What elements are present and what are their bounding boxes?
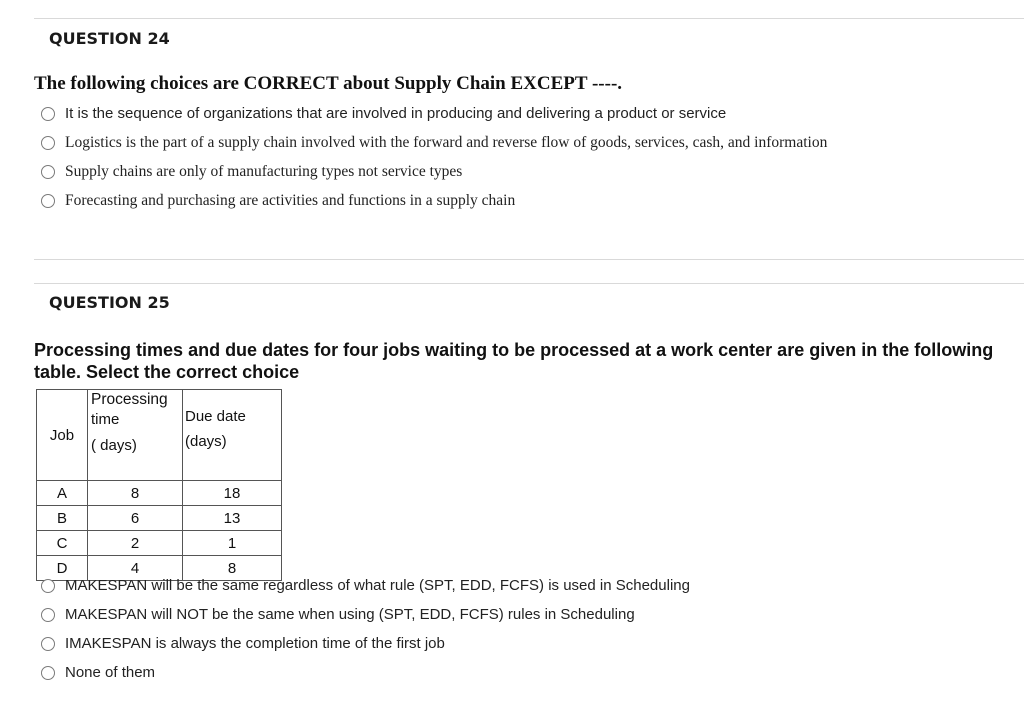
question-divider	[34, 259, 1024, 260]
radio-button[interactable]	[41, 579, 55, 593]
header-pt-line: ( days)	[91, 437, 137, 454]
q24-choice-3[interactable]	[41, 163, 462, 181]
question-25-text: Processing times and due dates for four jobs waiting to be processed at a work center are given in the following table. Select the correct choice	[34, 340, 994, 382]
choice-label: None of them	[65, 664, 156, 681]
radio-button[interactable]	[41, 136, 55, 150]
q24-choice-4[interactable]	[41, 192, 515, 210]
choice-label: It is the sequence of organizations that are involved in producing and delivering a product or service	[65, 105, 727, 122]
q24-choice-2[interactable]	[41, 134, 827, 152]
cell-job: A	[37, 481, 88, 506]
cell-job: D	[37, 556, 88, 581]
cell-due-date: 1	[183, 531, 282, 556]
cell-due-date: 18	[183, 481, 282, 506]
choice-label: IMAKESPAN is always the completion time of the first job	[65, 635, 445, 652]
header-processing-time	[88, 390, 183, 481]
header-job: Job	[37, 390, 88, 481]
choice-label: MAKESPAN will NOT be the same when using (SPT, EDD, FCFS) rules in Scheduling	[65, 606, 635, 623]
question-24-title: QUESTION 24	[49, 29, 170, 48]
header-dd-line: (days)	[185, 433, 227, 450]
header-pt-line: time	[91, 411, 120, 428]
q24-choice-1[interactable]	[41, 105, 726, 122]
cell-job: B	[37, 506, 88, 531]
cell-processing-time: 6	[88, 506, 183, 531]
question-25-title: QUESTION 25	[49, 293, 170, 312]
radio-button[interactable]	[41, 165, 55, 179]
choice-label: MAKESPAN will be the same regardless of what rule (SPT, EDD, FCFS) is used in Scheduling	[65, 577, 690, 594]
radio-button[interactable]	[41, 608, 55, 622]
cell-processing-time: 2	[88, 531, 183, 556]
q25-choice-4[interactable]	[41, 664, 155, 681]
choice-label: Logistics is the part of a supply chain involved with the forward and reverse flow of goods, services, cash, and information	[65, 134, 828, 151]
jobs-table	[36, 389, 282, 581]
question-24-text: The following choices are CORRECT about Supply Chain EXCEPT ----.	[34, 73, 623, 94]
q25-choice-1[interactable]	[41, 577, 690, 594]
q25-choice-2[interactable]	[41, 606, 635, 623]
choice-label: Forecasting and purchasing are activities and functions in a supply chain	[65, 192, 516, 209]
top-divider	[34, 18, 1024, 19]
question-divider	[34, 283, 1024, 284]
header-due-date	[183, 390, 282, 481]
cell-processing-time: 8	[88, 481, 183, 506]
q25-choice-3[interactable]	[41, 635, 445, 652]
table-row	[37, 506, 282, 531]
cell-due-date: 8	[183, 556, 282, 581]
cell-processing-time: 4	[88, 556, 183, 581]
choice-label: Supply chains are only of manufacturing types not service types	[65, 163, 463, 180]
radio-button[interactable]	[41, 666, 55, 680]
table-row	[37, 481, 282, 506]
cell-due-date: 13	[183, 506, 282, 531]
table-row	[37, 531, 282, 556]
header-pt-line: Processing	[91, 391, 168, 408]
radio-button[interactable]	[41, 194, 55, 208]
cell-job: C	[37, 531, 88, 556]
radio-button[interactable]	[41, 637, 55, 651]
radio-button[interactable]	[41, 107, 55, 121]
table-header-row	[37, 390, 282, 481]
header-dd-line: Due date	[185, 408, 246, 425]
